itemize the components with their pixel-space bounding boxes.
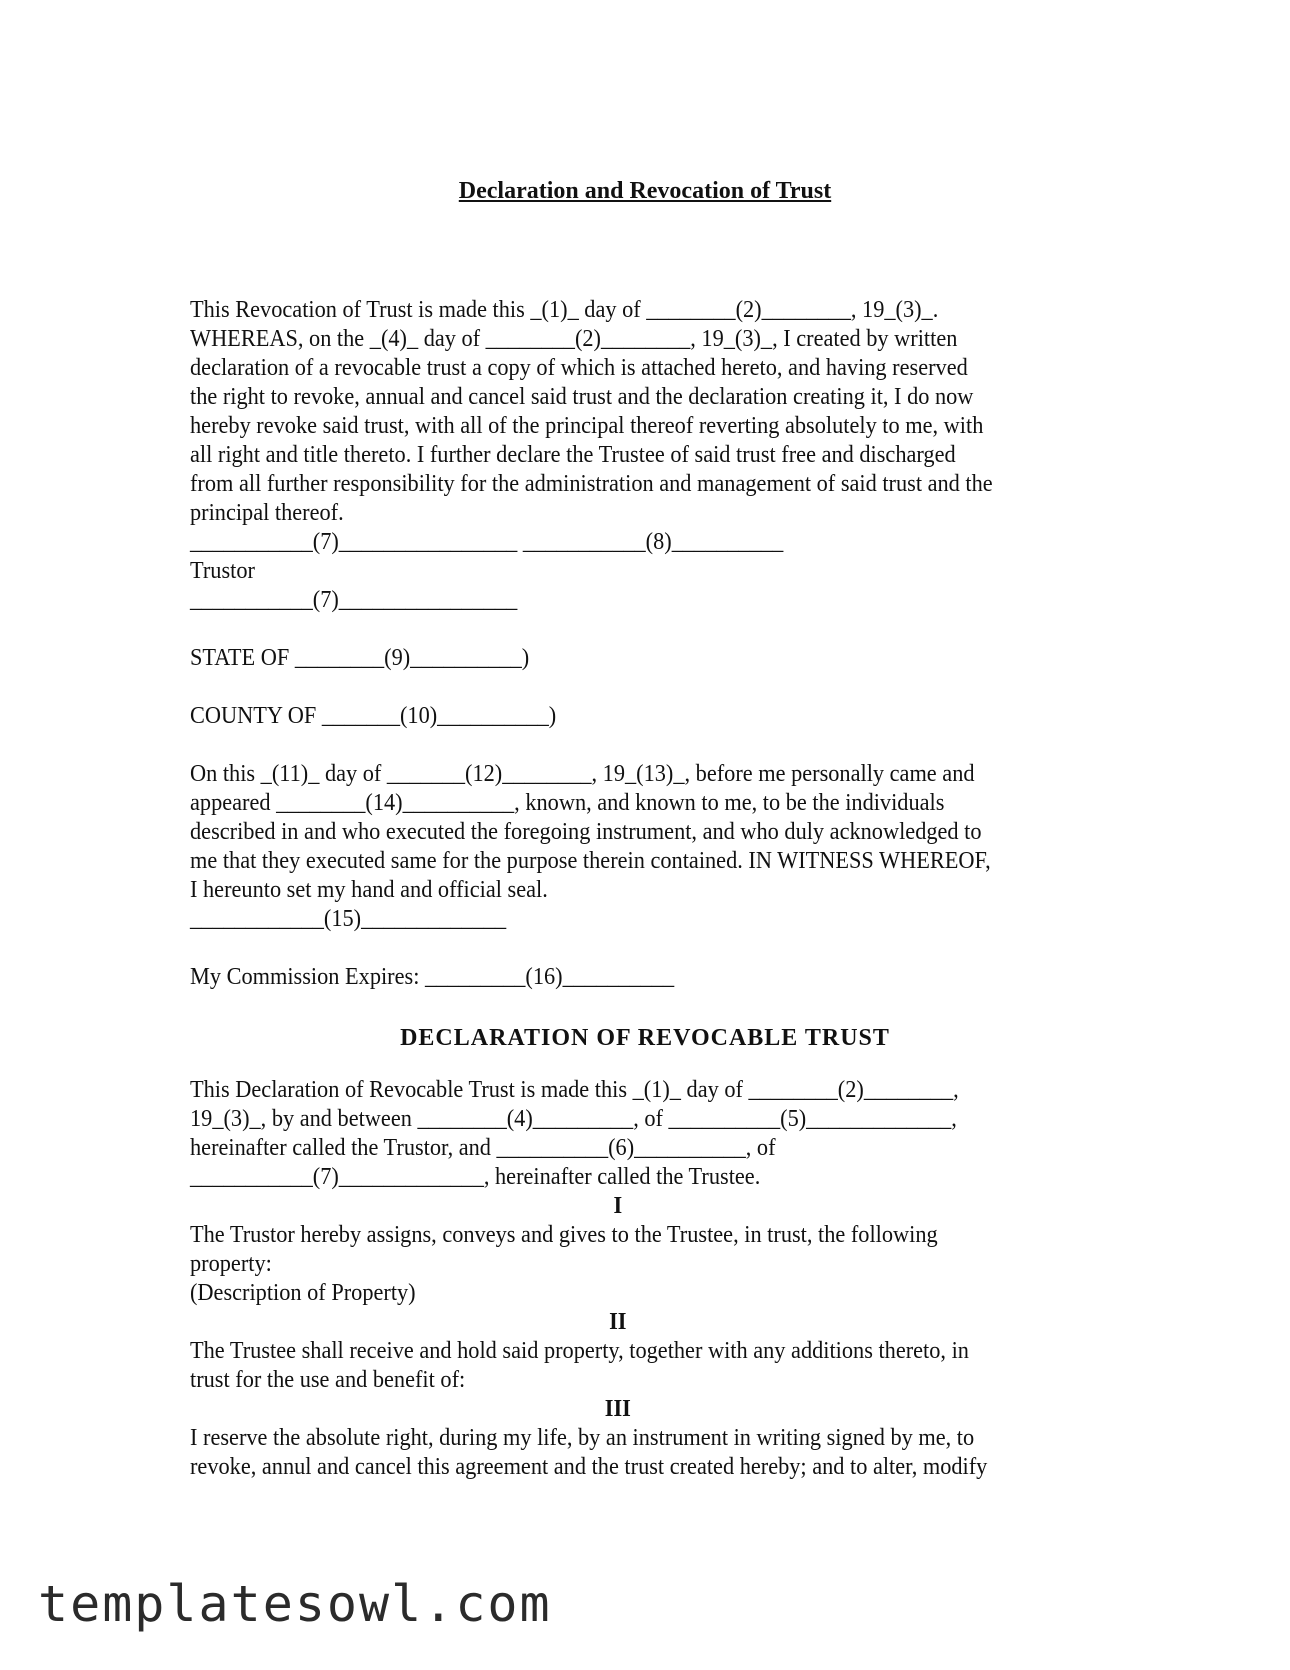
revocation-line: all right and title thereto. I further declare the Trustee of said trust free and discharged (190, 442, 956, 468)
notary-line: appeared ________(14)__________, known, and known to me, to be the individuals (190, 790, 945, 816)
commission-expires-line: My Commission Expires: _________(16)__________ (190, 964, 675, 990)
section-line: property: (190, 1251, 272, 1277)
county-line: COUNTY OF _______(10)__________) (190, 703, 557, 729)
declaration-heading: DECLARATION OF REVOCABLE TRUST (400, 1025, 890, 1051)
declaration-intro-line: ___________(7)_____________, hereinafter called the Trustee. (190, 1164, 761, 1190)
section-line: The Trustee shall receive and hold said property, together with any additions thereto, in (190, 1338, 969, 1364)
revocation-section (190, 296, 1046, 992)
section-line: trust for the use and benefit of: (190, 1367, 466, 1393)
document-title: Declaration and Revocation of Trust (458, 178, 832, 204)
revocation-line: hereby revoke said trust, with all of the principal thereof reverting absolutely to me, with (190, 413, 984, 439)
notary-line: described in and who executed the foregoing instrument, and who duly acknowledged to (190, 819, 982, 845)
spacer (190, 673, 1046, 702)
revocation-line: principal thereof. (190, 500, 344, 526)
revocation-line: WHEREAS, on the _(4)_ day of ________(2)________, 19_(3)_, I created by written (190, 326, 958, 352)
watermark-text: templatesowl.com (38, 1575, 552, 1633)
signature-line: ___________(7)________________ ___________(8)__________ (190, 529, 784, 555)
declaration-intro-line: 19_(3)_, by and between ________(4)_________, of __________(5)_____________, (190, 1106, 957, 1132)
declaration-intro-line: This Declaration of Revocable Trust is made this _(1)_ day of ________(2)________, (190, 1077, 959, 1103)
section-line: The Trustor hereby assigns, conveys and gives to the Trustee, in trust, the following (190, 1222, 938, 1248)
spacer (190, 934, 1046, 963)
declaration-intro-line: hereinafter called the Trustor, and __________(6)__________, of (190, 1135, 776, 1161)
trustor-label: Trustor (190, 558, 255, 584)
section-line: (Description of Property) (190, 1280, 416, 1306)
notary-line: me that they executed same for the purpose therein contained. IN WITNESS WHEREOF, (190, 848, 991, 874)
section-number-ii: II (609, 1309, 627, 1335)
section-number-i: I (613, 1193, 623, 1219)
declaration-section (190, 1076, 1046, 1482)
trustor-signature-line: ___________(7)________________ (190, 587, 518, 613)
notary-signature-line: ____________(15)_____________ (190, 906, 507, 932)
state-line: STATE OF ________(9)__________) (190, 645, 530, 671)
spacer (190, 731, 1046, 760)
revocation-line: This Revocation of Trust is made this _(1)_ day of ________(2)________, 19_(3)_. (190, 297, 939, 323)
revocation-line: the right to revoke, annual and cancel said trust and the declaration creating it, I do now (190, 384, 974, 410)
section-number-iii: III (604, 1396, 631, 1422)
section-line: revoke, annul and cancel this agreement and the trust created hereby; and to alter, modify (190, 1454, 988, 1480)
notary-line: On this _(11)_ day of _______(12)________, 19_(13)_, before me personally came and (190, 761, 975, 787)
section-line: I reserve the absolute right, during my life, by an instrument in writing signed by me, to (190, 1425, 975, 1451)
revocation-line: declaration of a revocable trust a copy of which is attached hereto, and having reserved (190, 355, 968, 381)
spacer (190, 615, 1046, 644)
revocation-line: from all further responsibility for the administration and management of said trust and the (190, 471, 993, 497)
notary-line: I hereunto set my hand and official seal. (190, 877, 548, 903)
